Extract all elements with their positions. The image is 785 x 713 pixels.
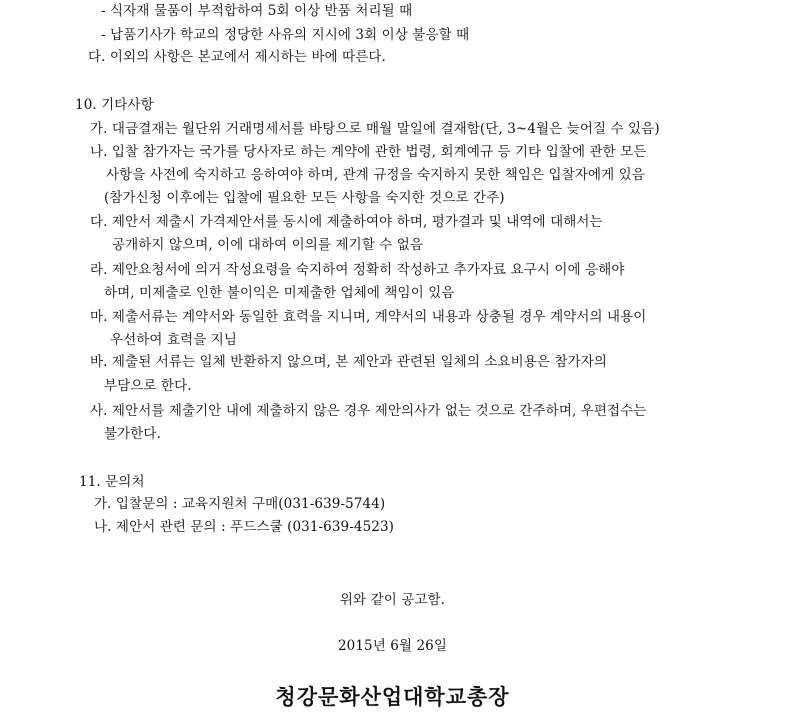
item-da-other-matters: 다. 이외의 사항은 본교에서 제시하는 바에 따른다. bbox=[88, 49, 386, 65]
section-10-item-ma-line1: 마. 제출서류는 계약서와 동일한 효력을 지니며, 계약서의 내용과 상충될 경우 계약서의 내용이 bbox=[90, 309, 647, 325]
section-10-item-na-line1: 나. 입찰 참가자는 국가를 당사자로 하는 계약에 관한 법령, 회계예규 등 기타 입찰에 관한 모든 bbox=[90, 144, 647, 160]
section-10-item-ga: 가. 대금결재는 월단위 거래명세서를 바탕으로 매월 말일에 결재함(단, 3~4월은 늦어질 수 있음) bbox=[90, 121, 660, 137]
announcement-date: 2015년 6월 26일 bbox=[337, 638, 448, 654]
section-10-item-ma-line2: 우선하여 효력을 지님 bbox=[110, 332, 238, 348]
bullet-return-limit: - 식자재 물품이 부적합하여 5회 이상 반품 처리될 때 bbox=[101, 3, 413, 19]
section-10-item-sa-line1: 사. 제안서를 제출기안 내에 제출하지 않은 경우 제안의사가 없는 것으로 간주하며, 우편접수는 bbox=[90, 403, 647, 419]
section-10-item-ba-line2: 부담으로 한다. bbox=[104, 378, 192, 394]
section-10-heading: 10. 기타사항 bbox=[75, 97, 154, 113]
section-10-item-ba-line1: 바. 제출된 서류는 일체 반환하지 않으며, 본 제안과 관련된 일체의 소요비용은 참가자의 bbox=[90, 354, 608, 370]
section-10-item-na-line3: (참가신청 이후에는 입찰에 필요한 모든 사항을 숙지한 것으로 간주) bbox=[104, 190, 505, 206]
section-10-item-da-line2: 공개하지 않으며, 이에 대하여 이의를 제기할 수 없음 bbox=[112, 237, 424, 253]
section-10-item-da-line1: 다. 제안서 제출시 가격제안서를 동시에 제출하여야 하며, 평가결과 및 내역에 대해서는 bbox=[90, 214, 603, 230]
closing-statement: 위와 같이 공고함. bbox=[339, 592, 446, 608]
section-10-item-sa-line2: 불가한다. bbox=[104, 426, 161, 442]
signature-president: 청강문화산업대학교총장 bbox=[275, 684, 510, 709]
section-11-heading: 11. 문의처 bbox=[79, 474, 145, 490]
bullet-delivery-noncompliance: - 납품기사가 학교의 정당한 사유의 지시에 3회 이상 불응할 때 bbox=[101, 27, 470, 43]
section-10-item-ra-line2: 하며, 미제출로 인한 불이익은 미제출한 업체에 책임이 있음 bbox=[104, 285, 455, 301]
section-11-item-ga-bid-inquiry: 가. 입찰문의 : 교육지원처 구매(031-639-5744) bbox=[94, 496, 386, 512]
section-10-item-ra-line1: 라. 제안요청서에 의거 작성요령을 숙지하여 정확히 작성하고 추가자료 요구시 이에 응해야 bbox=[90, 262, 625, 278]
section-10-item-na-line2: 사항을 사전에 숙지하고 응하여야 하며, 관계 규정을 숙지하지 못한 책임은 입찰자에게 있음 bbox=[106, 167, 645, 183]
section-11-item-na-proposal-inquiry: 나. 제안서 관련 문의 : 푸드스쿨 (031-639-4523) bbox=[94, 519, 395, 535]
